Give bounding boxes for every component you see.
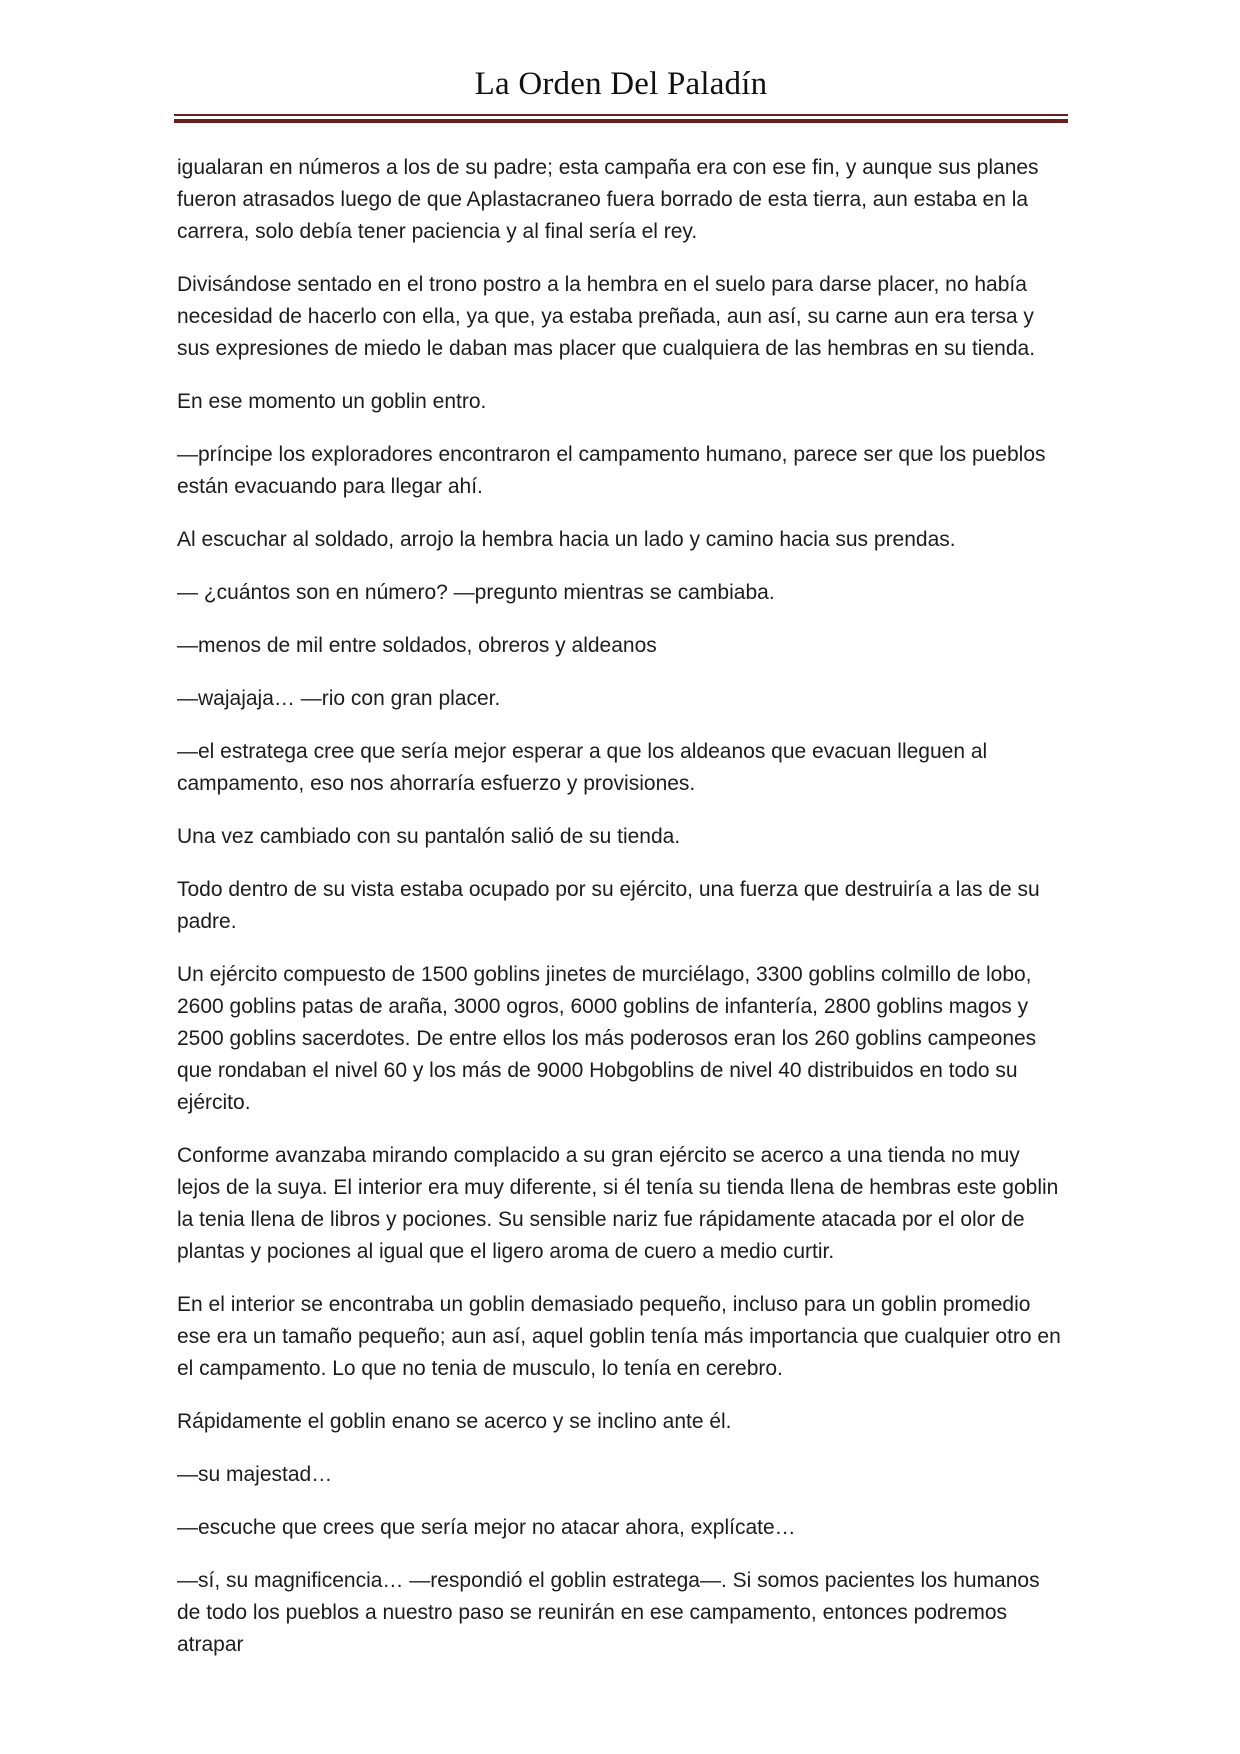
- paragraph: Un ejército compuesto de 1500 goblins jinetes de murciélago, 3300 goblins colmillo de lobo, 2600 goblins patas de araña, 3000 ogros, 6000 goblins de infantería, 2800 goblins magos y 2500 goblins sacerdotes. De entre ellos los más poderosos eran los 260 goblins campeones que rondaban el nivel 60 y los más de 9000 Hobgoblins de nivel 40 distribuidos en todo su ejército.: [177, 963, 1037, 1114]
- paragraph: igualaran en números a los de su padre; esta campaña era con ese fin, y aunque sus planes fueron atrasados luego de que Aplastacraneo fuera borrado de esta tierra, aun estaba en la carrera, solo debía tener paciencia y al final sería el rey.: [177, 156, 1039, 243]
- paragraph: —escuche que crees que sería mejor no atacar ahora, explícate…: [177, 1516, 796, 1539]
- header-rule-thick: [174, 119, 1068, 123]
- paragraph: En el interior se encontraba un goblin demasiado pequeño, incluso para un goblin promedio ese era un tamaño pequeño; aun así, aquel goblin tenía más importancia que cualquier otro en el campamento. Lo que no tenia de musculo, lo tenía en cerebro.: [177, 1293, 1061, 1380]
- paragraph: —wajajaja… —rio con gran placer.: [177, 687, 501, 710]
- paragraph: Rápidamente el goblin enano se acerco y se inclino ante él.: [177, 1410, 732, 1433]
- paragraph: —su majestad…: [177, 1463, 333, 1486]
- paragraph: — ¿cuántos son en número? —pregunto mientras se cambiaba.: [177, 581, 775, 604]
- running-title: La Orden Del Paladín: [474, 66, 768, 102]
- paragraph: Conforme avanzaba mirando complacido a su gran ejército se acerco a una tienda no muy lejos de la suya. El interior era muy diferente, si él tenía su tienda llena de hembras este goblin la tenia llena de libros y pociones. Su sensible nariz fue rápidamente atacada por el olor de plantas y pociones al igual que el ligero aroma de cuero a medio curtir.: [177, 1144, 1059, 1263]
- paragraph: —sí, su magnificencia… —respondió el goblin estratega—. Si somos pacientes los humanos de todo los pueblos a nuestro paso se reunirán en ese campamento, entonces podremos atrapar: [177, 1569, 1040, 1656]
- paragraph: Una vez cambiado con su pantalón salió de su tienda.: [177, 825, 681, 848]
- page-header: [175, 68, 1067, 101]
- paragraph: —menos de mil entre soldados, obreros y aldeanos: [177, 634, 657, 657]
- paragraph: —príncipe los exploradores encontraron el campamento humano, parece ser que los pueblos están evacuando para llegar ahí.: [177, 443, 1046, 498]
- header-rule-thin: [174, 114, 1068, 116]
- paragraph: Divisándose sentado en el trono postro a la hembra en el suelo para darse placer, no había necesidad de hacerlo con ella, ya que, ya estaba preñada, aun así, su carne aun era tersa y sus expresiones de miedo le daban mas placer que cualquiera de las hembras en su tienda.: [177, 273, 1036, 360]
- paragraph: Al escuchar al soldado, arrojo la hembra hacia un lado y camino hacia sus prendas.: [177, 528, 956, 551]
- paragraph: —el estratega cree que sería mejor esperar a que los aldeanos que evacuan lleguen al campamento, eso nos ahorraría esfuerzo y provisiones.: [177, 740, 988, 795]
- body-text: [177, 152, 1067, 1682]
- paragraph: Todo dentro de su vista estaba ocupado por su ejército, una fuerza que destruiría a las de su padre.: [177, 878, 1040, 933]
- paragraph: En ese momento un goblin entro.: [177, 390, 487, 413]
